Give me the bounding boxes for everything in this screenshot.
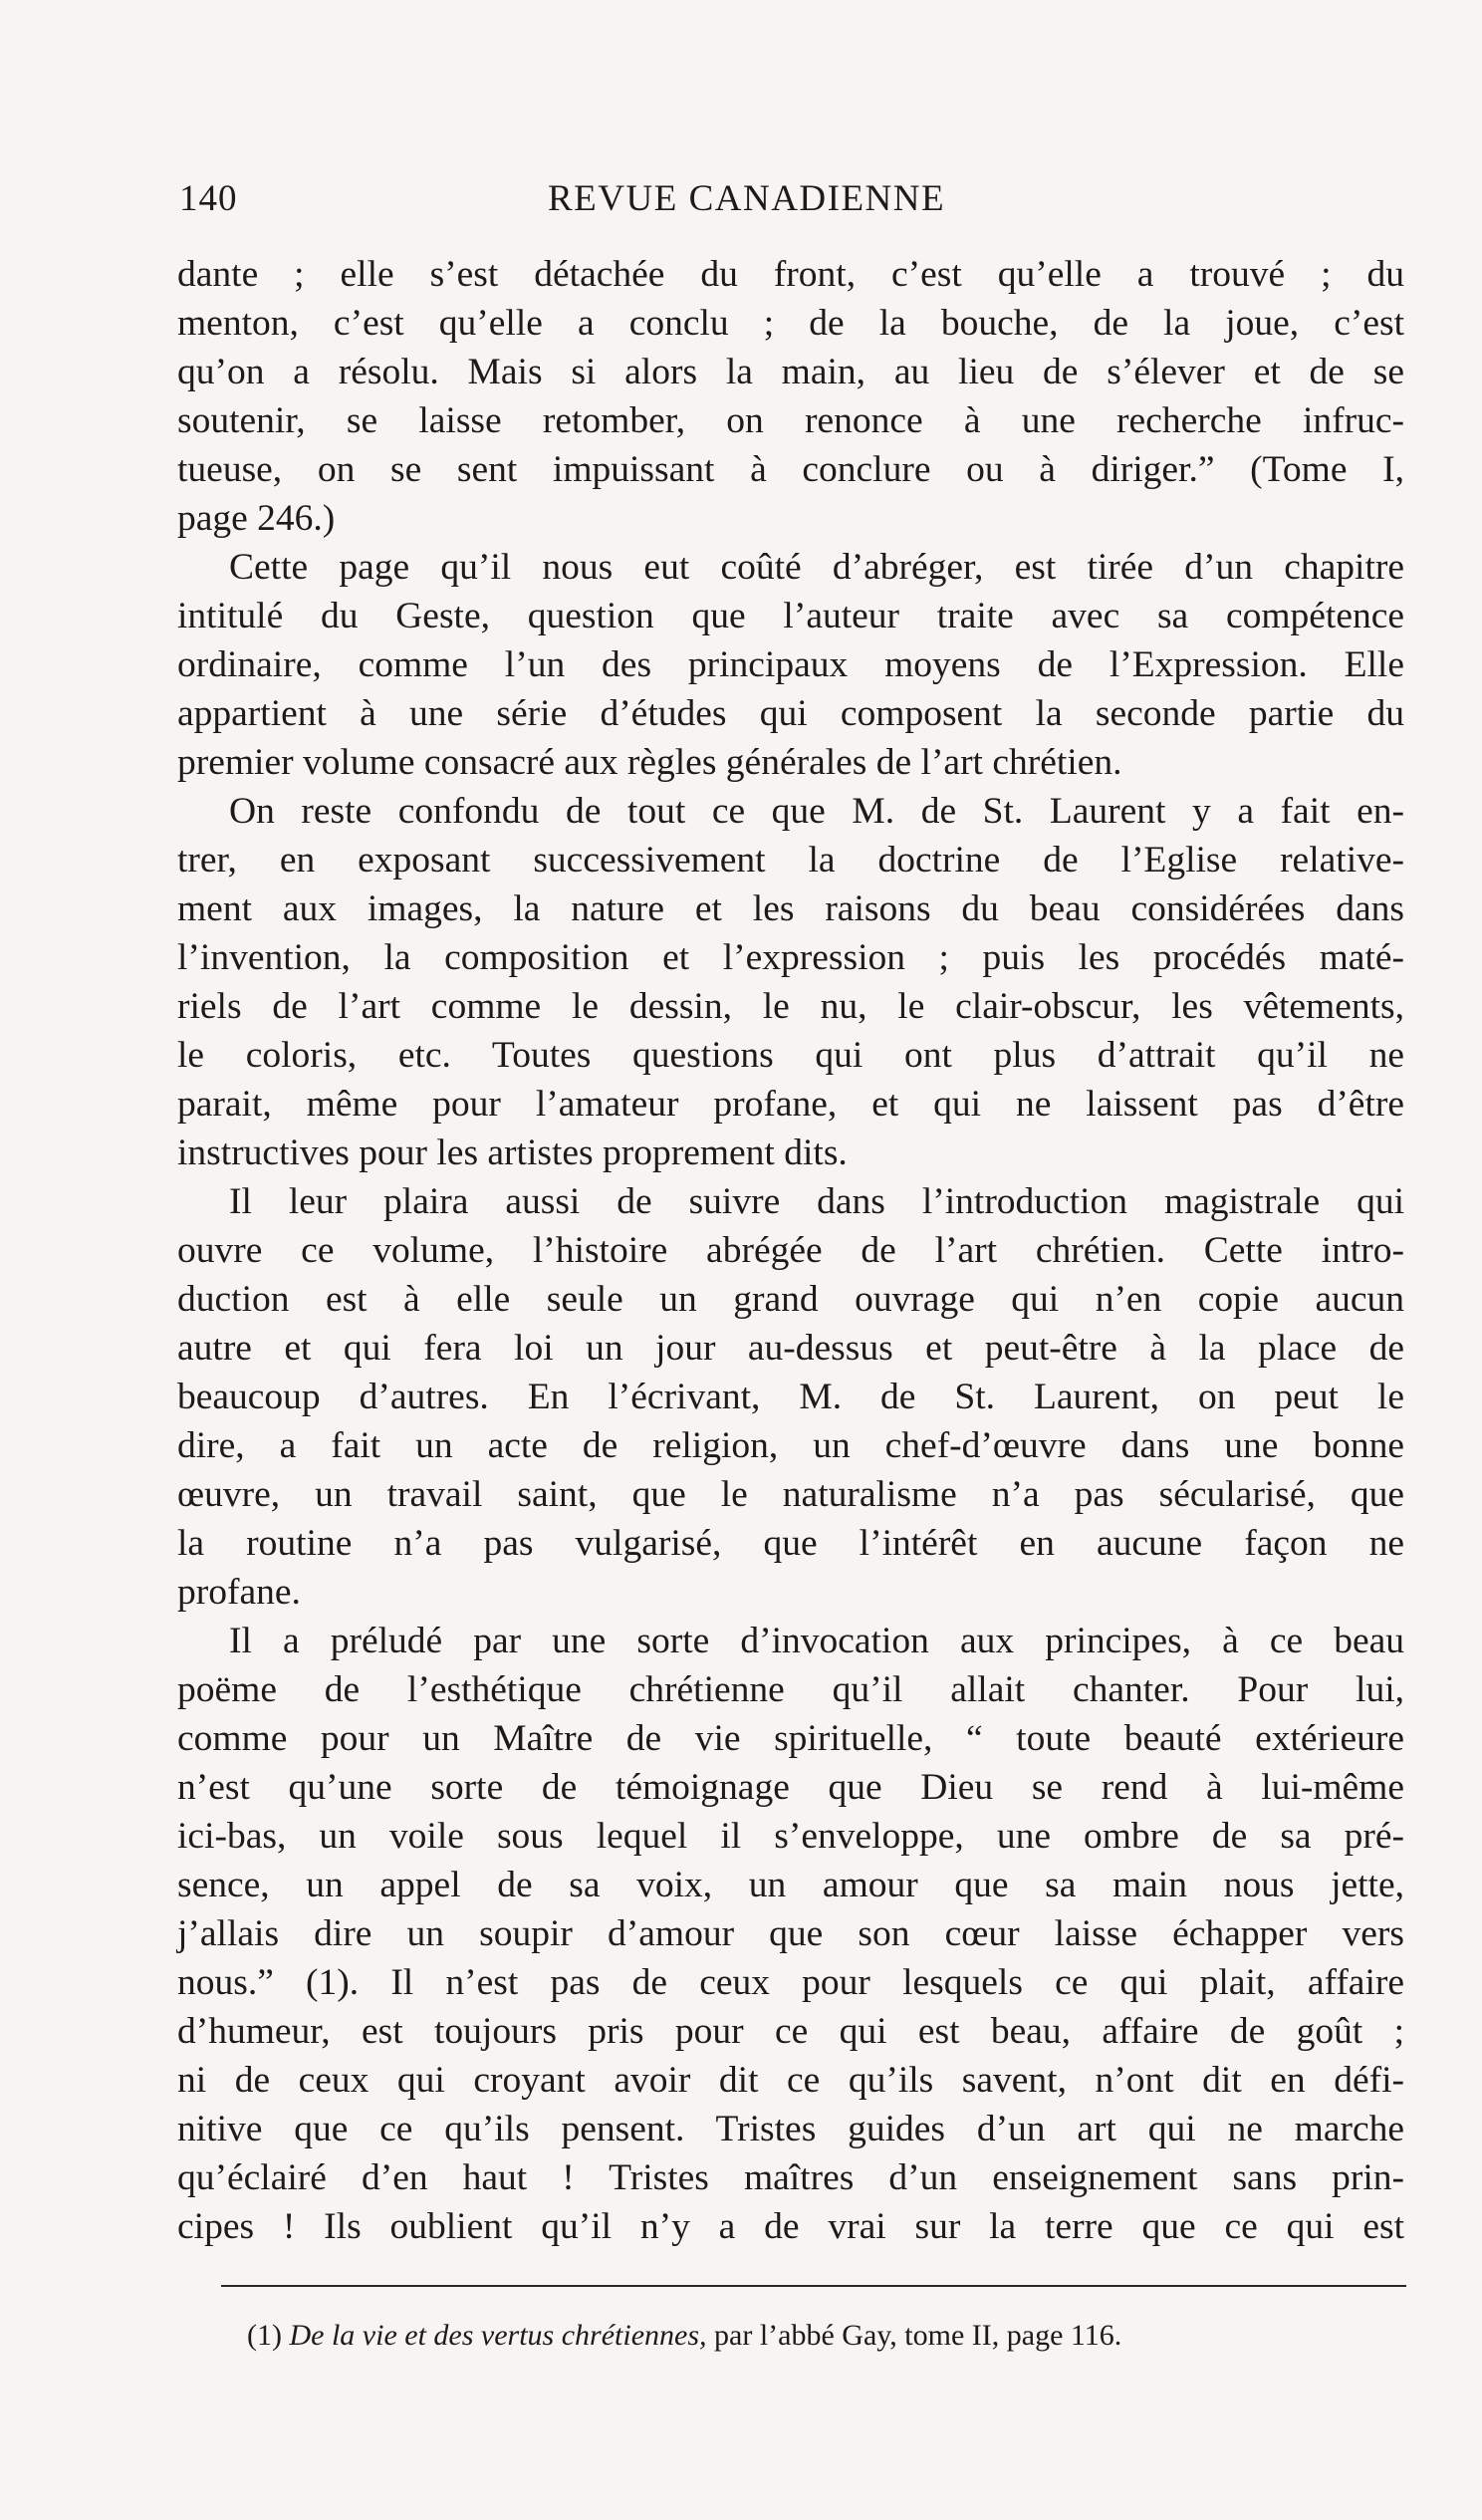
text-line: nitive que ce qu’ils pensent. Tristes guides d’un art qui ne marche [177,2109,1404,2149]
text-line: qu’éclairé d’en haut ! Tristes maîtres d’un enseignement sans prin- [177,2157,1404,2198]
text-line: l’invention, la composition et l’expression ; puis les procédés maté- [177,937,1404,978]
running-title: REVUE CANADIENNE [548,178,946,219]
text-line: poëme de l’esthétique chrétienne qu’il allait chanter. Pour lui, [177,1669,1404,1710]
body-text [177,250,1404,2258]
text-line: qu’on a résolu. Mais si alors la main, au lieu de s’élever et de se [177,352,1404,392]
text-line: beaucoup d’autres. En l’écrivant, M. de St. Laurent, on peut le [177,1377,1404,1417]
text-line: premier volume consacré aux règles générales de l’art chrétien. [177,742,1122,783]
text-line: riels de l’art comme le dessin, le nu, le clair-obscur, les vêtements, [177,986,1404,1027]
text-line: ouvre ce volume, l’histoire abrégée de l’art chrétien. Cette intro- [177,1230,1404,1271]
text-line: n’est qu’une sorte de témoignage que Dieu se rend à lui-même [177,1767,1404,1808]
text-line: soutenir, se laisse retomber, on renonce à une recherche infruc- [177,400,1404,441]
text-line: ici-bas, un voile sous lequel il s’enveloppe, une ombre de sa pré- [177,1816,1404,1857]
footnote-title: De la vie et des vertus chrétiennes, [289,2319,707,2352]
footnote-marker: (1) [247,2319,282,2352]
text-line: Il a préludé par une sorte d’invocation aux principes, à ce beau [229,1621,1404,1661]
footnote [247,2319,1362,2353]
text-line: autre et qui fera loi un jour au-dessus et peut-être à la place de [177,1328,1404,1369]
text-line: Cette page qu’il nous eut coûté d’abréger, est tirée d’un chapitre [229,547,1404,588]
text-line: comme pour un Maître de vie spirituelle, “ toute beauté extérieure [177,1718,1404,1759]
page-header [179,177,1414,227]
text-line: œuvre, un travail saint, que le naturalisme n’a pas sécularisé, que [177,1474,1404,1515]
text-line: intitulé du Geste, question que l’auteur traite avec sa compétence [177,596,1404,636]
text-line: cipes ! Ils oublient qu’il n’y a de vrai sur la terre que ce qui est [177,2206,1404,2247]
text-line: menton, c’est qu’elle a conclu ; de la bouche, de la joue, c’est [177,303,1404,344]
text-line: d’humeur, est toujours pris pour ce qui est beau, affaire de goût ; [177,2011,1404,2052]
footnote-text: par l’abbé Gay, tome II, page 116. [714,2319,1122,2352]
page-number: 140 [179,178,238,219]
text-line: profane. [177,1572,301,1613]
text-line: ni de ceux qui croyant avoir dit ce qu’ils savent, n’ont dit en défi- [177,2060,1404,2101]
text-line: sence, un appel de sa voix, un amour que sa main nous jette, [177,1865,1404,1905]
text-line: dire, a fait un acte de religion, un chef-d’œuvre dans une bonne [177,1425,1404,1466]
footnote-divider [221,2285,1406,2287]
text-line: duction est à elle seule un grand ouvrage qui n’en copie aucun [177,1279,1404,1320]
text-line: ordinaire, comme l’un des principaux moyens de l’Expression. Elle [177,644,1404,685]
text-line: nous.” (1). Il n’est pas de ceux pour lesquels ce qui plait, affaire [177,1962,1404,2003]
text-line: tueuse, on se sent impuissant à conclure ou à diriger.” (Tome I, [177,449,1404,490]
text-line: dante ; elle s’est détachée du front, c’est qu’elle a trouvé ; du [177,254,1404,295]
text-line: parait, même pour l’amateur profane, et qui ne laissent pas d’être [177,1084,1404,1125]
text-line: Il leur plaira aussi de suivre dans l’introduction magistrale qui [229,1181,1404,1222]
text-line: trer, en exposant successivement la doctrine de l’Eglise relative- [177,840,1404,881]
text-line: appartient à une série d’études qui composent la seconde partie du [177,693,1404,734]
text-line: ment aux images, la nature et les raisons du beau considérées dans [177,888,1404,929]
text-line: la routine n’a pas vulgarisé, que l’intérêt en aucune façon ne [177,1523,1404,1564]
text-line: instructives pour les artistes proprement dits. [177,1133,848,1173]
text-line: j’allais dire un soupir d’amour que son cœur laisse échapper vers [177,1913,1404,1954]
text-line: page 246.) [177,498,336,539]
text-line: le coloris, etc. Toutes questions qui ont plus d’attrait qu’il ne [177,1035,1404,1076]
text-line: On reste confondu de tout ce que M. de St. Laurent y a fait en- [229,791,1404,832]
